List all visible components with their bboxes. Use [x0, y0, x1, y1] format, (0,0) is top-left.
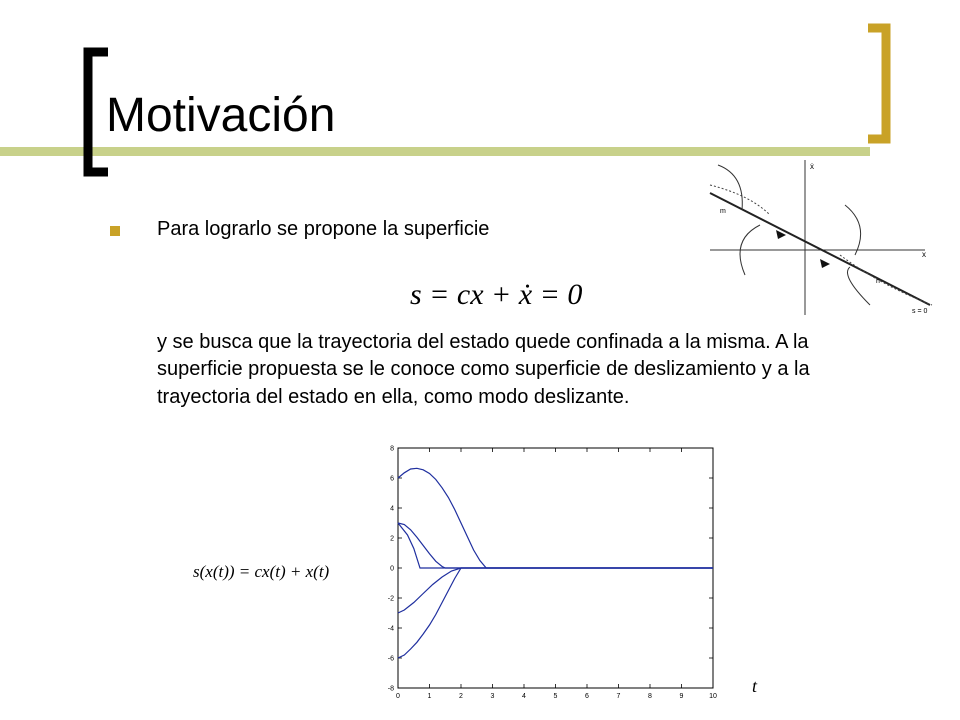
dotted-curve-left [710, 185, 770, 215]
trajectory-series-1 [398, 468, 713, 568]
phase-label-xdot: ẋ [810, 162, 814, 171]
x-tick-label: 10 [709, 693, 717, 700]
x-tick-label: 8 [648, 693, 652, 700]
phase-plane-diagram [700, 155, 935, 320]
surface-equation: s = cx + ẋ = 0 [410, 278, 583, 311]
y-tick-label: -2 [387, 595, 394, 603]
x-tick-label: 0 [396, 693, 400, 700]
sliding-mode-chart [370, 440, 730, 705]
y-tick-label: 6 [390, 475, 394, 483]
slide-title: Motivación [106, 89, 336, 142]
x-tick-label: 4 [522, 693, 526, 700]
trajectory-upper-right [845, 205, 861, 255]
phase-label-n: n [876, 278, 880, 285]
x-tick-label: 3 [490, 693, 495, 700]
x-tick-label: 7 [616, 693, 621, 700]
sliding-line [710, 193, 930, 305]
trajectory-series-4 [398, 568, 713, 613]
y-tick-label: -6 [387, 655, 394, 663]
y-tick-label: 0 [390, 565, 394, 573]
phase-label-surface: s = 0 [912, 308, 928, 315]
bullet-marker [110, 226, 120, 236]
y-tick-label: -4 [387, 625, 394, 633]
phase-label-m: m [720, 208, 726, 215]
y-tick-label: -8 [387, 685, 394, 693]
phase-label-x: x [922, 250, 926, 259]
y-tick-label: 8 [390, 445, 394, 453]
trajectory-series-3 [398, 523, 713, 568]
plot-equation-label: s(x(t)) = cx(t) + x(t) [193, 562, 330, 581]
y-tick-label: 4 [390, 505, 394, 513]
right-bracket [868, 28, 886, 139]
y-tick-label: 2 [390, 535, 394, 543]
trajectory-series-5 [398, 568, 713, 658]
arrow-lower [820, 259, 830, 268]
dotted-curve-right [840, 255, 932, 305]
x-tick-label: 2 [459, 693, 463, 700]
bullet-intro-text: Para lograrlo se propone la superficie [157, 218, 490, 240]
trajectory-series-2 [398, 523, 713, 568]
x-tick-label: 9 [679, 693, 684, 700]
x-tick-label: 6 [585, 693, 589, 700]
t-axis-label: t [752, 676, 758, 696]
x-tick-label: 5 [553, 693, 558, 700]
bullet-body-text: y se busca que la trayectoria del estado quede confinada a la misma. A la superficie propuesta se le conoce como superficie de deslizamiento y a la trayectoria del estado en ella, como modo deslizante. [157, 331, 810, 408]
x-tick-label: 1 [427, 693, 432, 700]
